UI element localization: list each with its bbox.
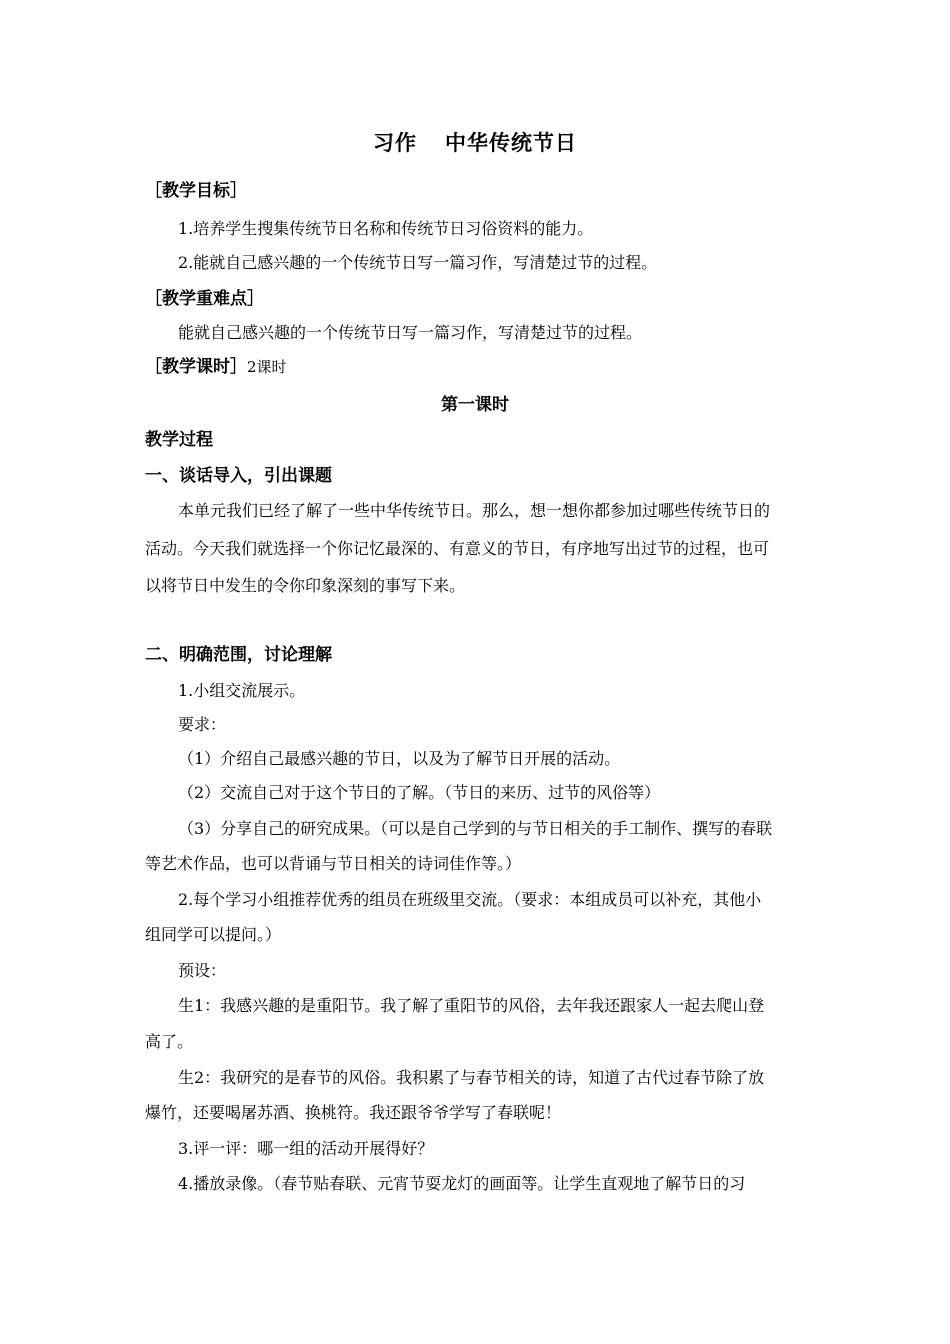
paragraph-line: 预设： (178, 961, 227, 980)
process-heading: 教学过程 (145, 430, 213, 450)
paragraph-line: 高了。 (145, 1032, 194, 1051)
objective-item: 2.能就自己感兴趣的一个传统节日写一篇习作，写清楚过节的过程。 (178, 253, 658, 272)
objectives-heading: ［教学目标］ (145, 181, 247, 201)
section2-heading: 二、明确范围，讨论理解 (145, 645, 332, 665)
paragraph-line: 3.评一评：哪一组的活动开展得好？ (178, 1139, 434, 1158)
keypoints-heading: ［教学重难点］ (145, 289, 264, 309)
paragraph-line: 生2：我研究的是春节的风俗。我积累了与春节相关的诗，知道了古代过春节除了放 (178, 1068, 765, 1087)
title-part1: 习作 (373, 130, 417, 155)
objective-item: 1.培养学生搜集传统节日名称和传统节日习俗资料的能力。 (178, 219, 594, 238)
paragraph-line: 1.小组交流展示。 (178, 681, 306, 700)
paragraph-line: （3）分享自己的研究成果。（可以是自己学到的与节日相关的手工制作、撰写的春联 (178, 819, 773, 838)
paragraph-line: 本单元我们已经了解了一些中华传统节日。那么，想一想你都参加过哪些传统节日的 (178, 501, 771, 520)
title-part2: 中华传统节日 (445, 130, 577, 155)
paragraph-line: 以将节日中发生的令你印象深刻的事写下来。 (145, 576, 466, 595)
paragraph-line: 爆竹，还要喝屠苏酒、换桃符。我还跟爷爷学写了春联呢！ (145, 1103, 562, 1122)
paragraph-line: 4.播放录像。（春节贴春联、元宵节耍龙灯的画面等。让学生直观地了解节日的习 (178, 1174, 746, 1193)
hours-label: ［教学课时］ (145, 357, 247, 377)
paragraph-line: 等艺术作品，也可以背诵与节日相关的诗词佳作等。） (145, 854, 522, 873)
document-title (0, 130, 950, 156)
keypoints-text: 能就自己感兴趣的一个传统节日写一篇习作，写清楚过节的过程。 (178, 323, 643, 342)
paragraph-line: 活动。今天我们就选择一个你记忆最深的、有意义的节日，有序地写出过节的过程，也可 (145, 539, 770, 558)
paragraph-line: 组同学可以提问。） (145, 925, 282, 944)
hours-heading (145, 357, 287, 377)
hours-value: 2课时 (247, 358, 287, 376)
paragraph-line: （1）介绍自己最感兴趣的节日，以及为了解节日开展的活动。 (178, 749, 621, 768)
paragraph-line: 生1：我感兴趣的是重阳节。我了解了重阳节的风俗，去年我还跟家人一起去爬山登 (178, 996, 765, 1015)
section1-heading: 一、谈话导入，引出课题 (145, 466, 332, 486)
paragraph-line: （2）交流自己对于这个节日的了解。（节日的来历、过节的风俗等） (178, 783, 661, 802)
lesson-title: 第一课时 (441, 395, 509, 415)
paragraph-line: 要求： (178, 715, 227, 734)
paragraph-line: 2.每个学习小组推荐优秀的组员在班级里交流。（要求：本组成员可以补充，其他小 (178, 890, 762, 909)
